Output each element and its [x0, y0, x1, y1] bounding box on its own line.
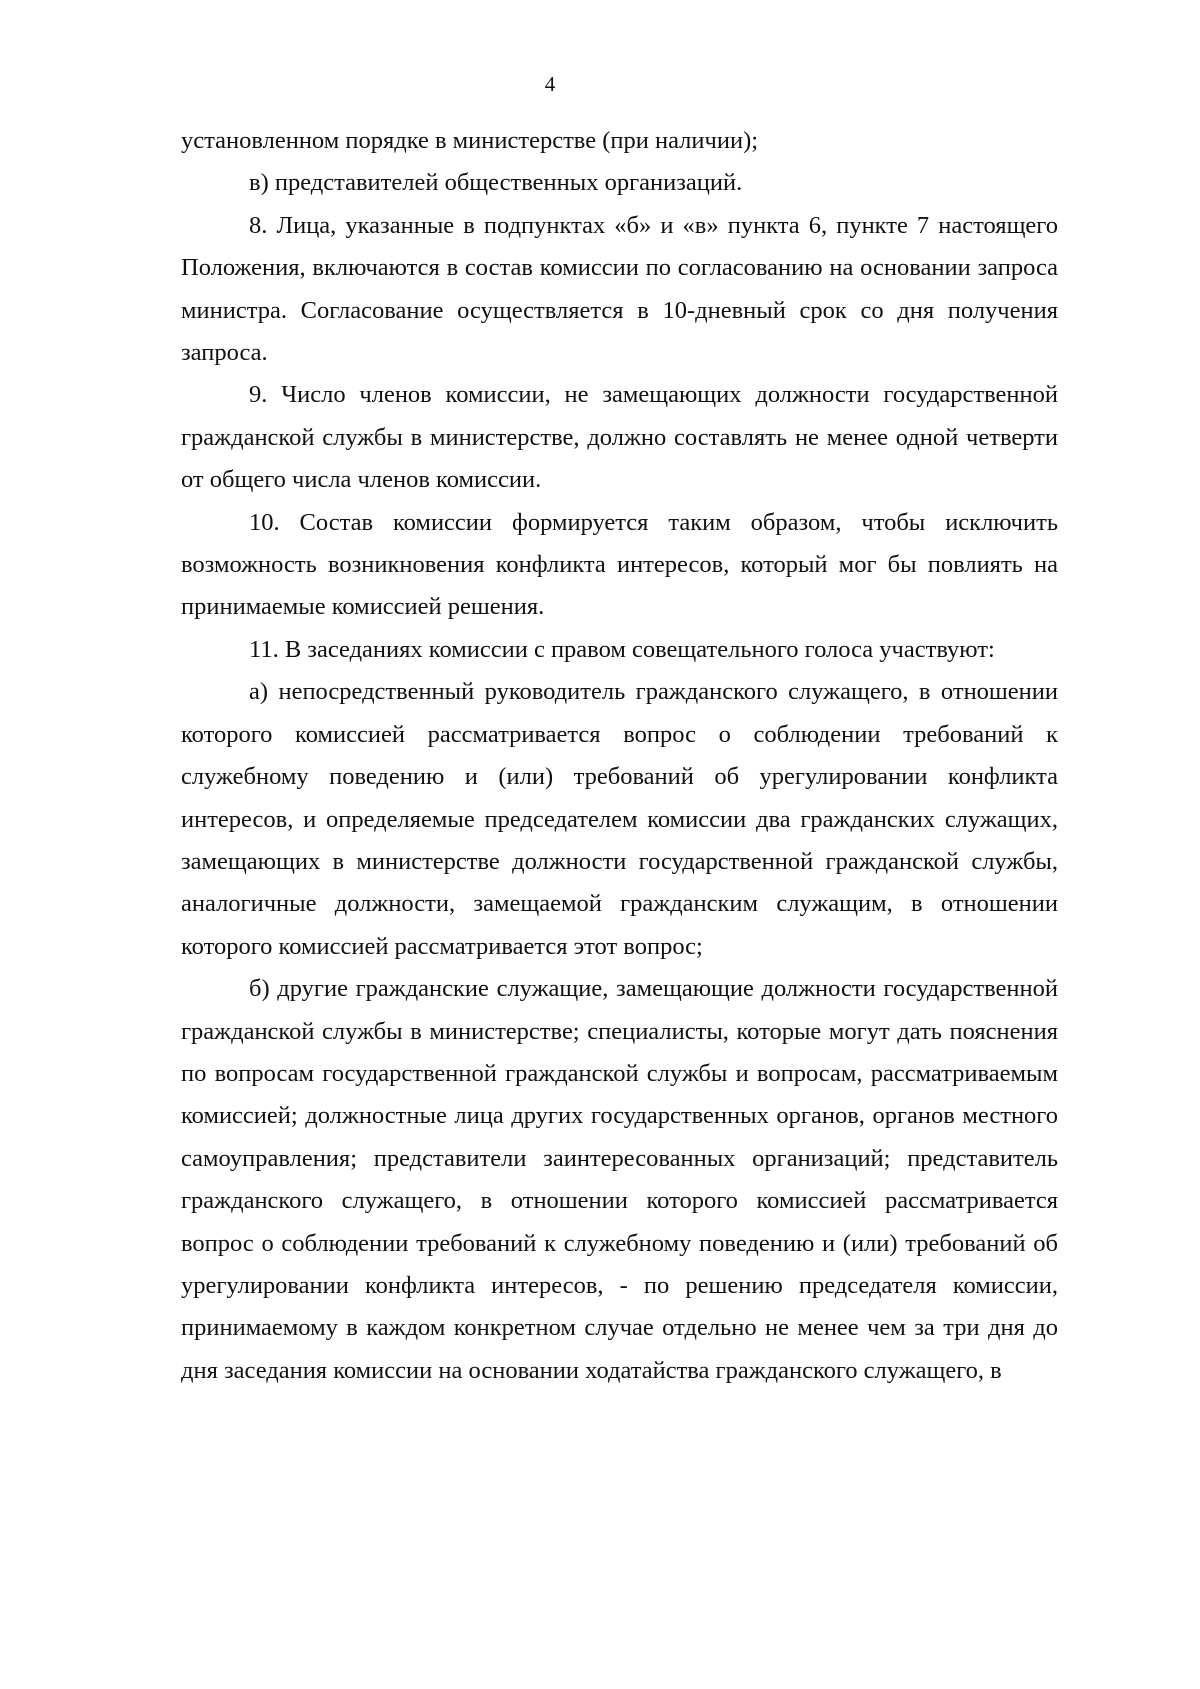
document-body	[181, 120, 1058, 1392]
paragraph-9: 9. Число членов комиссии, не замещающих должности государственной гражданской службы в министерстве, должно составлять не менее одной четверти от общего числа членов комиссии.	[181, 381, 1058, 494]
paragraph-continuation: установленном порядке в министерстве (при наличии);	[181, 127, 759, 154]
page-number: 4	[544, 72, 556, 96]
paragraph-11-b: б) другие гражданские служащие, замещающие должности государственной гражданской службы в министерстве; специалисты, которые могут дать пояснения по вопросам государственной гражданской службы и вопросам, рассматриваемым комиссией; должностные лица других государственных органов, органов местного самоуправления; представители заинтересованных организаций; представитель гражданского служащего, в отношении которого комиссией рассматривается вопрос о соблюдении требований к служебному поведению и (или) требований об урегулировании конфликта интересов, - по решению председателя комиссии, принимаемому в каждом конкретном случае отдельно не менее чем за три дня до дня заседания комиссии на основании ходатайства гражданского служащего, в	[181, 975, 1058, 1384]
paragraph-11: 11. В заседаниях комиссии с правом совещательного голоса участвуют:	[249, 635, 995, 663]
paragraph-8: 8. Лица, указанные в подпунктах «б» и «в» пункта 6, пункте 7 настоящего Положения, включаются в состав комиссии по согласованию на основании запроса министра. Согласование осуществляется в 10-дневный срок со дня получения запроса.	[181, 211, 1058, 367]
paragraph-10: 10. Состав комиссии формируется таким образом, чтобы исключить возможность возникновения конфликта интересов, который мог бы повлиять на принимаемые комиссией решения.	[181, 508, 1058, 621]
paragraph-item-v: в) представителей общественных организаций.	[249, 169, 743, 197]
paragraph-11-a: а) непосредственный руководитель гражданского служащего, в отношении которого комиссией рассматривается вопрос о соблюдении требований к служебному поведению и (или) требований об урегулировании конфликта интересов, и определяемые председателем комиссии два гражданских служащих, замещающих в министерстве должности государственной гражданской службы, аналогичные должности, замещаемой гражданским служащим, в отношении которого комиссией рассматривается этот вопрос;	[181, 678, 1058, 960]
